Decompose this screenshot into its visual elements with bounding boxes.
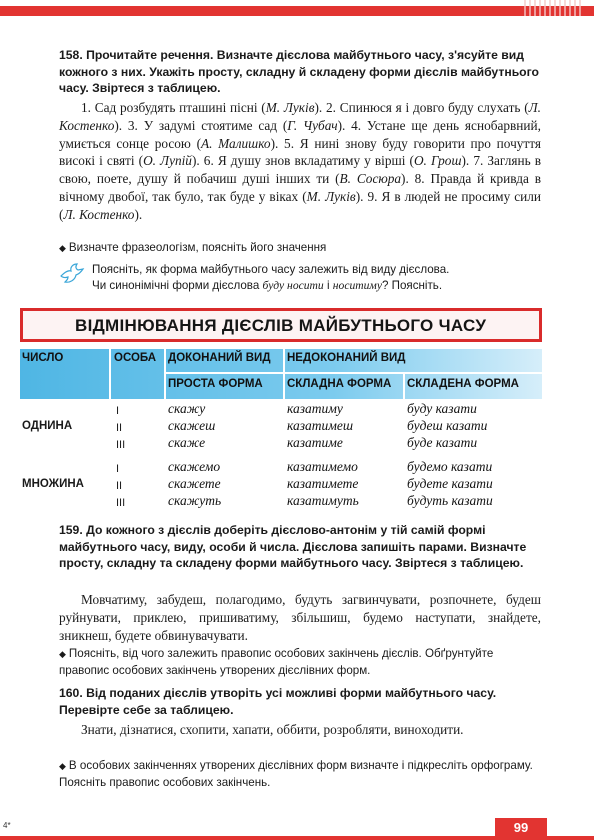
table-cell: казатиму [287,401,343,416]
table-title: ВІДМІНЮВАННЯ ДІЄСЛІВ МАЙБУТНЬОГО ЧАСУ [75,316,487,335]
table-cell: буду казати [407,401,477,416]
divider [283,349,285,399]
header-person: ОСОБА [114,352,157,364]
diamond-icon: ◆ [59,243,66,253]
sentence-text: 9. Я в людей не просиму сили ( [59,188,542,222]
page-number: 99 [495,818,547,836]
sentence-end: ). [461,153,474,169]
person-3: III [116,497,126,509]
row-singular: ОДНИНА [22,420,73,432]
task-159-heading: 159. До кожного з дієслів доберіть дієслово-антонім у тій самій формі майбутнього часу, виду, особи й числа. Дієслова запишіть парами. Визначте просту, складну та складену форми майбутнього часу. Звіртеся з таблицею. [59,523,527,570]
task-160-note-text: В особових закінченнях утворених дієслівних форм визначте і підкресліть орфограму. Поясніть правопис особових закінчень. [59,759,533,789]
header-number: ЧИСЛО [22,352,64,364]
task-160-words: Знати, дізнатися, схопити, хапати, оббити, розробляти, виноходити. [81,722,464,737]
divider [164,372,542,374]
sentence-text: 2. Спинюся я і довго буду слухать ( [326,100,529,115]
table-cell: буде казати [407,435,478,450]
diamond-icon: ◆ [59,761,66,771]
sentence-end: ). [270,135,285,151]
sentence-text: 6. Я душу знов вкладатиму у вірші ( [203,153,414,169]
table-cell: казатимемо [287,459,358,474]
task-158-text [59,99,541,224]
top-red-bar [0,6,594,16]
table-cell: скажеш [168,418,216,433]
table-cell: скажуть [168,493,222,508]
question-2: Чи синонімічні форми дієслова буду носити і носитиму? Поясніть. [92,279,443,292]
sentence-end: ). [134,206,143,222]
sentence-author: В. Сосюра [339,171,402,187]
table-cell: будуть казати [407,493,493,508]
signature-mark: 4* [3,821,11,830]
table-cell: будеш казати [407,418,488,433]
table-header [20,349,542,399]
person-2: II [116,480,123,492]
task-160-heading: 160. Від поданих дієслів утворіть усі можливі форми майбутнього часу. Перевірте себе за таблицею. [59,686,497,717]
sentence-end: ). [337,117,352,133]
sentence-end: ). [114,117,128,133]
sentence-end: ). [314,100,326,115]
sentence-author: А. Малишко [201,135,271,151]
person-2: II [116,422,123,434]
task-159-text [59,591,541,644]
header-complex-form: СКЛАДНА ФОРМА [287,378,392,390]
sentence-text: 7. Заглянь в свою, поете, душу й побачиш душі інших ти ( [59,153,541,187]
sentence-text: 1. Сад розбудять пташині пісні ( [81,100,266,115]
task-158-note-text: Визначте фразеологізм, поясніть його значення [68,241,327,254]
header-imperfective: НЕДОКОНАНИЙ ВИД [287,352,406,364]
sentence-text: 4. Устане ще день яснобарвний, умиється сонце росою ( [59,117,541,151]
header-simple-form: ПРОСТА ФОРМА [168,378,263,390]
question-1: Поясніть, як форма майбутнього часу залежить від виду дієслова. [92,263,450,276]
task-158-heading: 158. Прочитайте речення. Визначте дієслова майбутнього часу, з'ясуйте вид кожного з них. Укажіть просту, складну й складену форми дієслів майбутнього часу. Звіртеся з таблицею. [59,48,539,95]
task-160-note [59,758,539,790]
table-cell: скажу [168,401,206,416]
table-title-box [20,308,542,342]
table-cell: скаже [168,435,206,450]
task-160-text [59,721,541,739]
table-cell: скажемо [168,459,221,474]
sentence-end: ). [355,188,368,204]
header-compound-form: СКЛАДЕНА ФОРМА [407,378,519,390]
divider [109,349,111,399]
sentence-author: Л. Костенко [63,206,135,222]
task-158-questions [92,262,542,294]
task-159-note [59,646,539,678]
table-cell: будете казати [407,476,493,491]
sentence-text: 8. Правда й кривда в вічному двобої, так було, так буде у віках ( [59,171,542,204]
task-159-note-text: Поясніть, від чого залежить правопис особових закінчень дієслів. Обґрунтуйте правопис особових закінчень утворених дієслівних форм. [59,647,494,677]
table-cell: будемо казати [407,459,493,474]
table-cell: казатимете [287,476,359,491]
sentence-author: О. Грош [413,153,462,169]
person-1: I [116,463,120,475]
header-perfective: ДОКОНАНИЙ ВИД [168,352,271,364]
person-3: III [116,439,126,451]
sentence-end: ). [191,153,204,169]
diamond-icon: ◆ [59,649,66,659]
sentence-author: Г. Чубач [287,117,338,133]
task-158-note [59,240,539,257]
task-159-words: Мовчатиму, забудеш, полагодимо, будуть загвинчувати, розпочнете, будеш руйнувати, приклею, пришиватиму, збільшиш, будемо наступати, знайдете, зникнеш, будете обвинувачувати. [59,592,541,643]
table-cell: казатимуть [287,493,359,508]
bottom-red-line [0,836,594,840]
task-158-sentences [59,99,541,224]
table-cell: казатиме [287,435,343,450]
top-decoration [524,0,584,16]
dove-icon [59,262,85,288]
sentence-author: О. Лупій [143,153,192,169]
row-plural: МНОЖИНА [22,478,84,490]
sentence-author: М. Луків [265,100,315,115]
sentence-text: 3. У задумі стоятиме сад ( [127,117,288,133]
table-cell: скажете [168,476,221,491]
sentence-author: М. Луків [306,188,356,204]
person-1: I [116,405,120,417]
sentence-text: 5. Я нині знову буду говорити про почуття високі і святі ( [59,135,541,169]
divider [403,373,405,399]
sentence-author: Л. Костенко [59,100,541,133]
sentence-end: ). [401,171,415,187]
divider [164,349,166,399]
table-cell: казатимеш [287,418,354,433]
